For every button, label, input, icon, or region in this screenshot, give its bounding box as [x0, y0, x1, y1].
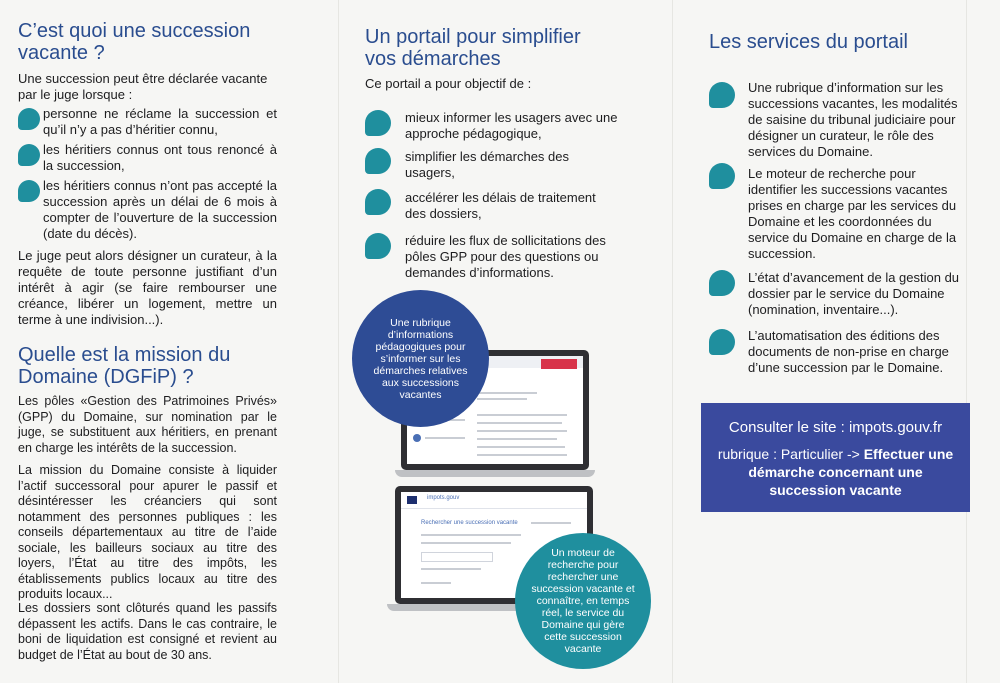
- heading-mission: Quelle est la mission du Domaine (DGFiP) ?: [18, 344, 231, 389]
- bullet-text: personne ne réclame la succession et qu’il n’y a pas d’héritier connu,: [43, 106, 277, 137]
- callout-info-circle: [352, 290, 489, 427]
- bullet-text: Une rubrique d’information sur les successions vacantes, les modalités de saisine du tribunal judiciaire pour désigner un curateur, le rôle des services du Domaine.: [748, 80, 958, 159]
- bullet-text: L’état d’avancement de la gestion du dossier par le service du Domaine (nomination, inventaire...).: [748, 270, 960, 317]
- bullet-text: accélérer les délais de traitement des dossiers,: [405, 190, 596, 221]
- bullet-text: simplifier les démarches des usagers,: [405, 149, 570, 180]
- paragraph-judge: Le juge peut alors désigner un curateur, à la requête de toute personne justifiant d’un intérêt à agir (se faire rembourser une créance, libérer un logement, mettre un terme à une indivision...).: [18, 248, 277, 327]
- bullet-leaf-icon: [18, 144, 40, 166]
- bullet-leaf-icon: [709, 163, 735, 189]
- cta-rubrique-link[interactable]: Effectuer une démarche concernant une succession vacante: [748, 446, 954, 498]
- intro-text: Une succession peut être déclarée vacante par le juge lorsque :: [18, 71, 268, 102]
- heading-portal: Un portail pour simplifier vos démarches: [365, 26, 581, 71]
- cta-box[interactable]: [701, 403, 970, 512]
- bullet-leaf-icon: [365, 110, 391, 136]
- cta-rubrique-prefix: rubrique : Particulier ->: [717, 446, 860, 462]
- right-column: [673, 0, 966, 683]
- bullet-leaf-icon: [365, 189, 391, 215]
- middle-column: [339, 0, 672, 683]
- heading-services: Les services du portail: [709, 31, 908, 53]
- left-column: [0, 0, 338, 683]
- portal-intro-text: Ce portail a pour objectif de :: [365, 76, 532, 91]
- paragraph-poles: Les pôles «Gestion des Patrimoines Privés» (GPP) du Domaine, sur nomination par le juge, se substituent aux héritiers, en prenant en charge les intérêts de la succession.: [18, 394, 277, 455]
- bullet-text: Le moteur de recherche pour identifier les successions vacantes prises en charge par les services du Domaine et les coordonnées du service du Domaine en charge de la succession.: [748, 166, 957, 261]
- bullet-leaf-icon: [365, 148, 391, 174]
- bullet-text: les héritiers connus n’ont pas accepté la succession après un délai de 6 mois à compter de l’ouverture de la succession (date du décès).: [43, 178, 277, 241]
- cta-site-text[interactable]: Consulter le site : impots.gouv.fr: [728, 419, 943, 436]
- callout-search-circle: [515, 533, 651, 669]
- bullet-text: L’automatisation des éditions des documents de non-prise en charge d’une succession par le Domaine.: [748, 328, 949, 375]
- callout-search-text: Un moteur de recherche pour rechercher une succession vacante et connaître, en temps réel, le service du Domaine qui gère cette succession vacante: [531, 547, 635, 655]
- bullet-leaf-icon: [18, 108, 40, 130]
- bullet-leaf-icon: [709, 82, 735, 108]
- cta-rubrique-text: [713, 445, 958, 499]
- bullet-text: réduire les flux de sollicitations des pôles GPP pour des questions ou demandes d’informations.: [405, 233, 606, 280]
- heading-what-is: C’est quoi une succession vacante ?: [18, 20, 251, 65]
- screen-brand-text: impots.gouv: [427, 495, 460, 501]
- bullet-leaf-icon: [18, 180, 40, 202]
- paragraph-mission: La mission du Domaine consiste à liquider l’actif successoral pour apurer le passif et désintéresser les créanciers qui sont notamment des personnes publiques : les conseils départementaux au titre de l’aide sociale, les bailleurs sociaux au titre des loyers, l’État au titre des impôts, les établissements publics locaux au titre des produits locaux...: [18, 463, 277, 601]
- bullet-leaf-icon: [365, 233, 391, 259]
- bullet-leaf-icon: [709, 329, 735, 355]
- bullet-text: mieux informer les usagers avec une approche pédagogique,: [405, 110, 618, 141]
- paragraph-closing: Les dossiers sont clôturés quand les passifs dépassent les actifs. Dans le cas contraire, le boni de liquidation est consigné et revient au budget de l’État au bout de 30 ans.: [18, 601, 277, 662]
- callout-info-text: Une rubrique d’informations pédagogiques pour s’informer sur les démarches relatives aux successions vacantes: [373, 316, 468, 401]
- screen-search-title: Rechercher une succession vacante: [421, 520, 518, 526]
- bullet-leaf-icon: [709, 270, 735, 296]
- bullet-text: les héritiers connus ont tous renoncé à la succession,: [43, 142, 277, 173]
- fold-line-3: [966, 0, 967, 683]
